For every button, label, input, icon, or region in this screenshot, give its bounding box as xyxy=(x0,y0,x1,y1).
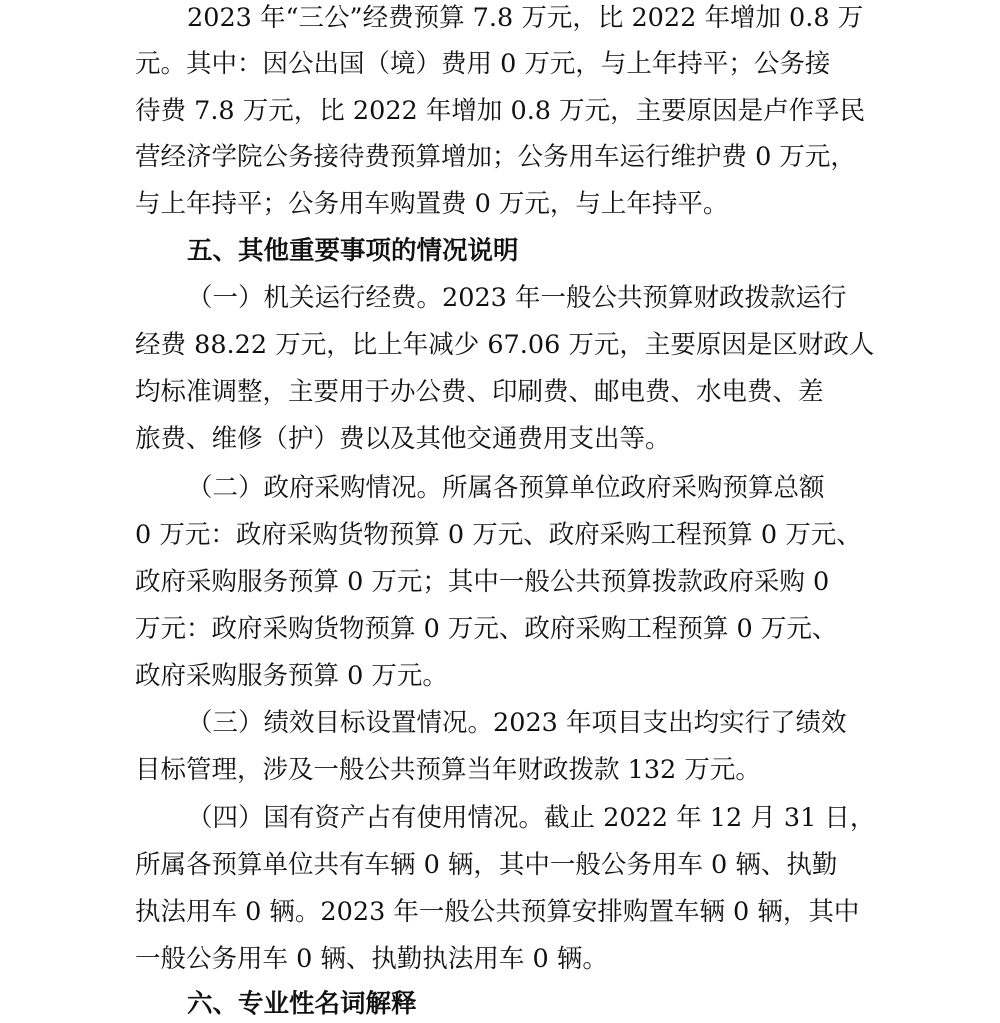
paragraph-government-procurement-line: 万元：政府采购货物预算 0 万元、政府采购工程预算 0 万元、 xyxy=(135,614,838,644)
paragraph-state-owned-assets-line: 执法用车 0 辆。2023 年一般公共预算安排购置车辆 0 辆，其中 xyxy=(135,897,860,927)
paragraph-state-owned-assets-line: 所属各预算单位共有车辆 0 辆，其中一般公务用车 0 辆、执勤 xyxy=(135,850,838,880)
paragraph-three-public-funds-line: 元。其中：因公出国（境）费用 0 万元，与上年持平；公务接 xyxy=(135,49,831,79)
paragraph-three-public-funds-line: 2023 年“三公”经费预算 7.8 万元，比 2022 年增加 0.8 万 xyxy=(187,3,864,33)
paragraph-government-procurement-line: 0 万元：政府采购货物预算 0 万元、政府采购工程预算 0 万元、 xyxy=(135,520,862,550)
paragraph-three-public-funds-line: 与上年持平；公务用车购置费 0 万元，与上年持平。 xyxy=(135,189,729,219)
paragraph-three-public-funds-line: 营经济学院公务接待费预算增加；公务用车运行维护费 0 万元， xyxy=(135,142,856,172)
paragraph-three-public-funds-line: 待费 7.8 万元，比 2022 年增加 0.8 万元，主要原因是卢作孚民 xyxy=(135,96,866,126)
section-heading-other-matters: 五、其他重要事项的情况说明 xyxy=(187,236,519,266)
paragraph-state-owned-assets-line: （四）国有资产占有使用情况。截止 2022 年 12 月 31 日， xyxy=(187,803,876,833)
paragraph-state-owned-assets-line: 一般公务用车 0 辆、执勤执法用车 0 辆。 xyxy=(135,944,608,974)
paragraph-operating-funds-line: （一）机关运行经费。2023 年一般公共预算财政拨款运行 xyxy=(187,283,847,313)
section-heading-terminology: 六、专业性名词解释 xyxy=(187,989,417,1019)
paragraph-operating-funds-line: 经费 88.22 万元，比上年减少 67.06 万元，主要原因是区财政人 xyxy=(135,330,875,360)
paragraph-performance-targets-line: 目标管理，涉及一般公共预算当年财政拨款 132 万元。 xyxy=(135,755,761,785)
paragraph-government-procurement-line: 政府采购服务预算 0 万元。 xyxy=(135,661,448,691)
paragraph-government-procurement-line: （二）政府采购情况。所属各预算单位政府采购预算总额 xyxy=(187,473,825,503)
paragraph-government-procurement-line: 政府采购服务预算 0 万元；其中一般公共预算拨款政府采购 0 xyxy=(135,567,830,597)
paragraph-operating-funds-line: 旅费、维修（护）费以及其他交通费用支出等。 xyxy=(135,424,671,454)
paragraph-operating-funds-line: 均标准调整，主要用于办公费、印刷费、邮电费、水电费、差 xyxy=(135,377,824,407)
paragraph-performance-targets-line: （三）绩效目标设置情况。2023 年项目支出均实行了绩效 xyxy=(187,708,847,738)
